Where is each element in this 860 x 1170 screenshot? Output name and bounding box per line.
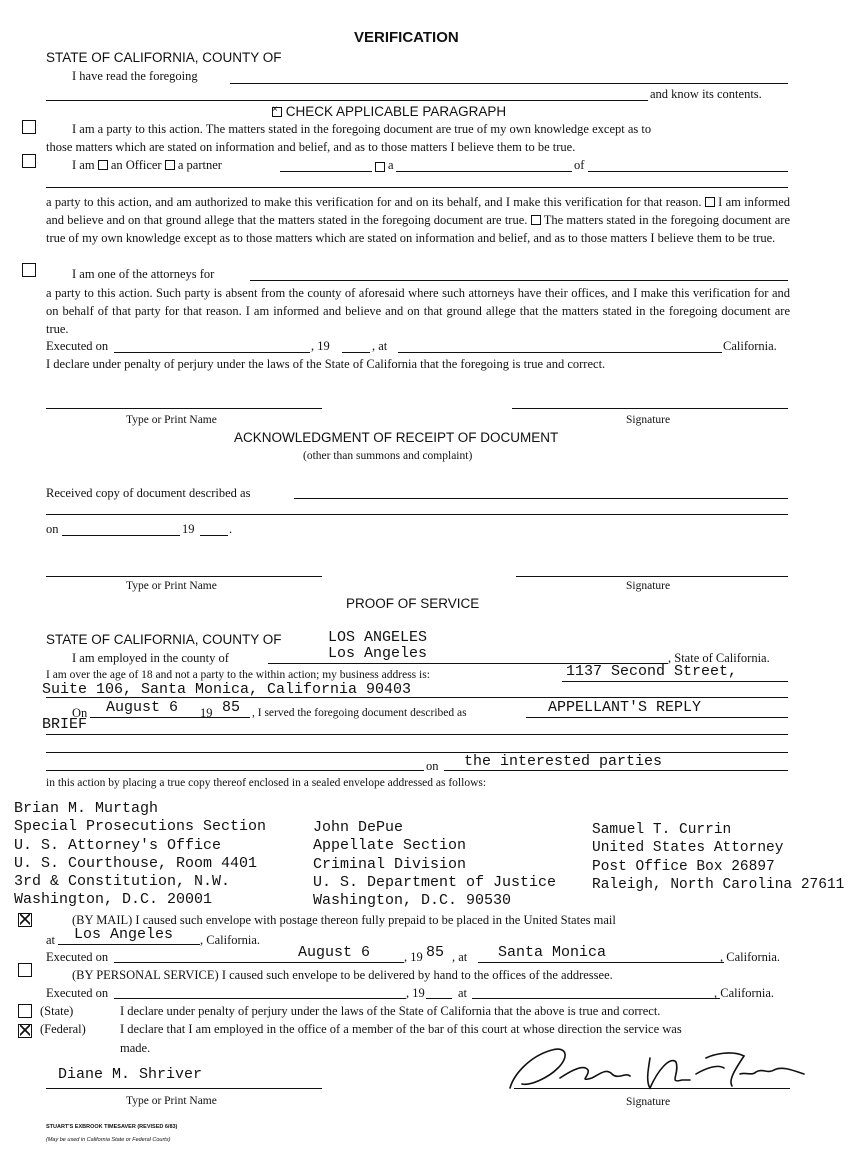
addressee-1-line: U. S. Courthouse, Room 4401 (14, 854, 258, 872)
addressee-2-line: John DePue (313, 819, 404, 836)
ack-period: . (229, 522, 233, 536)
federal-text-1: I declare that I am employed in the office of a member of the bar of this court at whose direction the service was (120, 1022, 682, 1036)
proof-county-value[interactable]: LOS ANGELES (328, 629, 428, 646)
executed-mail-city-blank[interactable] (478, 962, 724, 963)
addressee-3-line: Post Office Box 26897 (592, 858, 775, 875)
addressee-1 (14, 800, 266, 910)
officer-checkbox[interactable] (22, 154, 36, 168)
executed-california-label: California. (723, 339, 777, 353)
foregoing-blank-2[interactable] (46, 100, 648, 101)
served-date[interactable]: August 6 (106, 699, 179, 716)
ack-19-label: 19 (182, 522, 195, 536)
executed-personal-california: , California. (714, 986, 775, 1000)
state-of-california-label: , State of California. (668, 651, 770, 665)
footer-line1: STUART'S EXBROOK TIMESAVER (REVISED 6/83) (46, 1124, 178, 1130)
executed-personal-date-blank[interactable] (114, 998, 406, 999)
executed-mail-date[interactable]: August 6 (298, 944, 371, 961)
server-type-name-label: Type or Print Name (126, 1095, 217, 1107)
attorney-paragraph: a party to this action. Such party is absent from the county of aforesaid where such attorneys have their offices, and I make this verification for and on behalf of that party for that reason. I am informed and believe and on that ground allege that the matters stated in the foregoing document are true. (46, 286, 790, 337)
ack-on-label: on (46, 522, 59, 536)
checked-box-icon: × (272, 107, 282, 117)
served-year[interactable]: 85 (222, 699, 241, 716)
acknowledgment-subtitle: (other than summons and complaint) (303, 450, 473, 462)
executed-on-personal-label: Executed on (46, 986, 109, 1000)
executed-personal-year-blank[interactable] (426, 998, 452, 999)
ack-signature-line[interactable] (516, 576, 788, 577)
envelope-text: in this action by placing a true copy thereof enclosed in a sealed envelope addressed as follows: (46, 777, 487, 789)
executed-mail-city[interactable]: Santa Monica (498, 944, 607, 961)
attorney-blank[interactable] (250, 280, 788, 281)
officer-of-label: of (574, 158, 585, 172)
knowledge-checkbox[interactable] (531, 215, 541, 225)
state-label: (State) (40, 1004, 74, 1018)
received-doc-blank-2[interactable] (46, 514, 788, 515)
executed-mail-year[interactable]: 85 (426, 944, 445, 961)
executed-year-blank[interactable] (342, 352, 370, 353)
addressee-1-line: Special Prosecutions Section (14, 818, 267, 836)
state-checkbox[interactable] (18, 1004, 32, 1018)
addressee-3-line: United States Attorney (592, 840, 784, 857)
parties-on-label: on (426, 759, 439, 773)
addressee-3 (592, 821, 844, 894)
executed-at-label: , at (372, 339, 388, 353)
footer-line2: (May be used in California State or Federal Courts) (46, 1137, 171, 1143)
addressee-2-line: Washington, D.C. 90530 (313, 892, 512, 910)
officer-line (72, 158, 222, 173)
address-line1[interactable]: 1137 Second Street, (566, 663, 738, 680)
address-blank[interactable] (562, 681, 788, 682)
served-on-label: On (72, 706, 88, 720)
server-name[interactable]: Diane M. Shriver (58, 1066, 203, 1083)
ack-signature-label: Signature (626, 580, 671, 592)
addressee-1-line: 3rd & Constitution, N.W. (14, 873, 231, 891)
federal-label: (Federal) (40, 1022, 86, 1036)
addressee-3-line: Raleigh, North Carolina 27611 (592, 876, 845, 893)
employed-in-label: I am employed in the county of (72, 651, 229, 665)
ack-date-blank[interactable] (62, 535, 180, 536)
addressee-3-line: Samuel T. Currin (592, 822, 732, 838)
executed-on-label: Executed on (46, 339, 109, 353)
mail-city-blank[interactable] (58, 944, 200, 945)
addressee-2 (313, 819, 556, 910)
knowledge-paragraph-text: The matters stated in the foregoing document are true of my own knowledge except as to those matters which are stated on information and belief, and as to those matters I believe them to be true. (46, 213, 790, 246)
executed-on-mail-label: Executed on (46, 950, 109, 964)
executed-city-blank[interactable] (398, 352, 722, 353)
document-blank[interactable] (526, 717, 788, 718)
executed-mail-date-blank[interactable] (114, 962, 404, 963)
server-name-line[interactable] (46, 1088, 322, 1089)
executed-personal-19: , 19 (406, 986, 425, 1000)
by-mail-text: (BY MAIL) I caused such envelope with postage thereon fully prepaid to be placed in the United States mail (72, 913, 616, 927)
read-foregoing-label: I have read the foregoing (72, 69, 198, 83)
verification-signature-label: Signature (626, 414, 671, 426)
informed-checkbox[interactable] (705, 197, 715, 207)
partner-sub-checkbox[interactable] (165, 160, 175, 170)
attorney-label: I am one of the attorneys for (72, 267, 215, 281)
addressee-2-line: Appellate Section (313, 837, 467, 855)
officer-paragraph-text: a party to this action, and am authorized to make this verification for and on its behalf, and I make this verification for that reason. (46, 195, 702, 209)
declare-perjury-text: I declare under penalty of perjury under the laws of the State of California that the foregoing is true and correct. (46, 357, 606, 371)
addressee-2-line: Criminal Division (313, 855, 467, 873)
received-copy-label: Received copy of document described as (46, 486, 251, 500)
verification-signature-line[interactable] (512, 408, 788, 409)
addressee-1-line: U. S. Attorney's Office (14, 836, 222, 854)
officer-blank-2[interactable] (46, 187, 788, 188)
verification-state-county: STATE OF CALIFORNIA, COUNTY OF (46, 50, 282, 65)
an-officer-label: an Officer (110, 158, 162, 172)
acknowledgment-title: ACKNOWLEDGMENT OF RECEIPT OF DOCUMENT (234, 430, 559, 445)
state-text: I declare under penalty of perjury under the laws of the State of California that the above is true and correct. (120, 1004, 661, 1018)
verification-name-line[interactable] (46, 408, 322, 409)
ack-year-blank[interactable] (200, 535, 228, 536)
by-mail-checkbox[interactable] (18, 913, 32, 927)
document-line2[interactable]: BRIEF (42, 716, 88, 733)
addressee-2-line: U. S. Department of Justice (313, 873, 557, 891)
parties-value[interactable]: the interested parties (464, 753, 663, 770)
parties-blank[interactable] (444, 770, 788, 771)
mail-at-label: at (46, 933, 56, 947)
a-sub-checkbox[interactable] (375, 162, 385, 172)
mail-city[interactable]: Los Angeles (74, 926, 174, 943)
federal-text-2: made. (120, 1041, 151, 1055)
over-age-text: I am over the age of 18 and not a party to the within action; my business address is: (46, 669, 430, 681)
know-contents-label: and know its contents. (650, 87, 762, 101)
address-line2[interactable]: Suite 106, Santa Monica, California 90403 (42, 681, 412, 698)
officer-paragraph (46, 193, 790, 248)
proof-title: PROOF OF SERVICE (346, 596, 480, 611)
served-date-line (90, 717, 250, 718)
party-paragraph-line2: those matters which are stated on information and belief, and as to those matters I believe them to be true. (46, 140, 576, 154)
a-partner-label: a partner (177, 158, 222, 172)
executed-date-blank[interactable] (114, 352, 310, 353)
address-blank-2[interactable] (46, 697, 788, 698)
by-personal-text: (BY PERSONAL SERVICE) I caused such envelope to be delivered by hand to the offices of the addressee. (72, 968, 613, 982)
addressee-1-line: Brian M. Murtagh (14, 800, 159, 817)
by-personal-checkbox[interactable] (18, 963, 32, 977)
document-blank-2[interactable] (46, 734, 788, 735)
document-line1[interactable]: APPELLANT'S REPLY (548, 699, 702, 716)
served-text: , I served the foregoing document described as (252, 707, 467, 719)
received-doc-blank[interactable] (294, 498, 788, 499)
verification-type-name-label: Type or Print Name (126, 414, 217, 426)
served-19-label: 19 (200, 706, 213, 720)
proof-state-county: STATE OF CALIFORNIA, COUNTY OF (46, 632, 282, 647)
executed-personal-city-blank[interactable] (472, 998, 720, 999)
executed-mail-at: , at (452, 950, 468, 964)
informed-paragraph-text: I am informed and believe and on that ground allege that the matters stated in the foregoing document are true. (46, 195, 790, 228)
party-paragraph-line1: I am a party to this action. The matters stated in the foregoing document are true of my own knowledge except as to (72, 122, 652, 136)
ack-type-name-label: Type or Print Name (126, 580, 217, 592)
officer-i-am-label: I am (72, 158, 95, 172)
ack-name-line[interactable] (46, 576, 322, 577)
officer-sub-checkbox[interactable] (98, 160, 108, 170)
server-signature-line[interactable] (514, 1088, 790, 1089)
party-checkbox[interactable] (22, 120, 36, 134)
document-blank-3[interactable] (46, 752, 788, 753)
executed-mail-19: , 19 (404, 950, 423, 964)
company-blank[interactable] (396, 171, 572, 172)
federal-checkbox[interactable] (18, 1024, 32, 1038)
officer-a-label: a (388, 158, 394, 172)
executed-19-label: , 19 (311, 339, 330, 353)
check-applicable-label: CHECK APPLICABLE PARAGRAPH (285, 104, 507, 119)
addressee-1-line: Washington, D.C. 20001 (14, 891, 213, 909)
mail-california-label: , California. (200, 933, 261, 947)
executed-mail-california: , California. (720, 950, 781, 964)
check-applicable-heading (272, 104, 506, 119)
of-blank[interactable] (588, 171, 788, 172)
server-signature-label: Signature (626, 1096, 671, 1108)
verification-title: VERIFICATION (354, 29, 459, 46)
employed-county-value[interactable]: Los Angeles (328, 645, 428, 662)
attorney-checkbox[interactable] (22, 263, 36, 277)
executed-personal-at: at (458, 986, 468, 1000)
foregoing-blank[interactable] (230, 83, 788, 84)
partner-blank[interactable] (280, 171, 372, 172)
parties-blank-left[interactable] (46, 770, 424, 771)
